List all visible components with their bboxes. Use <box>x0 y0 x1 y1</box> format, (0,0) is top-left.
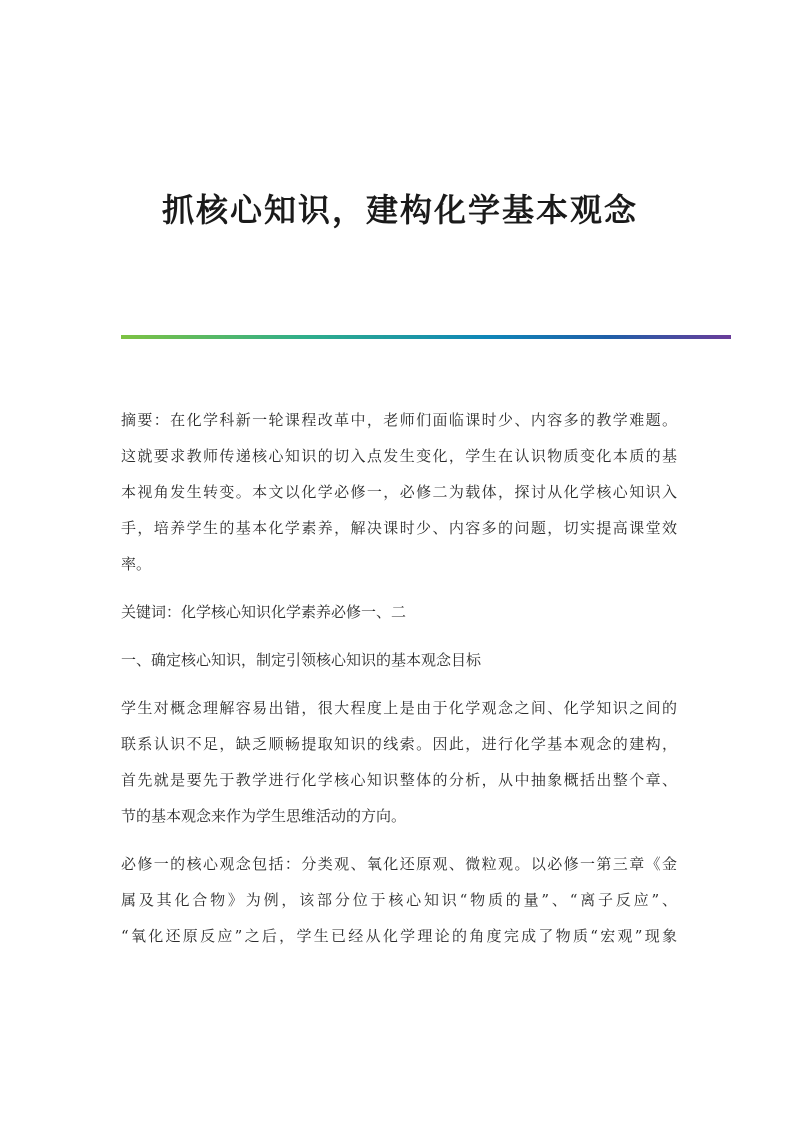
text-line: 手，培养学生的基本化学素养，解决课时少、内容多的问题，切实提高课堂效 <box>121 519 677 537</box>
text-line: “氧化还原反应”之后，学生已经从化学理论的角度完成了物质“宏观”现象 <box>121 927 677 945</box>
document-body <box>121 402 677 966</box>
document-title: 抓核心知识，建构化学基本观念 <box>161 191 638 229</box>
text-line: 必修一的核心观念包括：分类观、氧化还原观、微粒观。以必修一第三章《金 <box>121 855 677 873</box>
text-line: 节的基本观念来作为学生思维活动的方向。 <box>121 807 407 825</box>
title-divider-rule <box>121 335 731 339</box>
text-line: 联系认识不足，缺乏顺畅提取知识的线索。因此，进行化学基本观念的建构， <box>121 735 677 753</box>
text-line: 属及其化合物》为例，该部分位于核心知识“物质的量”、“离子反应”、 <box>121 891 677 909</box>
keywords-paragraph <box>121 594 677 630</box>
body-paragraph <box>121 846 677 954</box>
body-paragraph <box>121 690 677 834</box>
text-line: 摘要：在化学科新一轮课程改革中，老师们面临课时少、内容多的教学难题。 <box>121 411 677 429</box>
text-line: 本视角发生转变。本文以化学必修一，必修二为载体，探讨从化学核心知识入 <box>121 483 677 501</box>
text-line: 率。 <box>121 555 152 573</box>
abstract-paragraph <box>121 402 677 582</box>
text-line: 一、确定核心知识，制定引领核心知识的基本观念目标 <box>121 651 482 669</box>
text-line: 首先就是要先于教学进行化学核心知识整体的分析，从中抽象概括出整个章、 <box>121 771 677 789</box>
text-line: 这就要求教师传递核心知识的切入点发生变化，学生在认识物质变化本质的基 <box>121 447 677 465</box>
text-line: 关键词：化学核心知识化学素养必修一、二 <box>121 603 407 621</box>
text-line: 学生对概念理解容易出错，很大程度上是由于化学观念之间、化学知识之间的 <box>121 699 677 717</box>
section-heading <box>121 642 677 678</box>
